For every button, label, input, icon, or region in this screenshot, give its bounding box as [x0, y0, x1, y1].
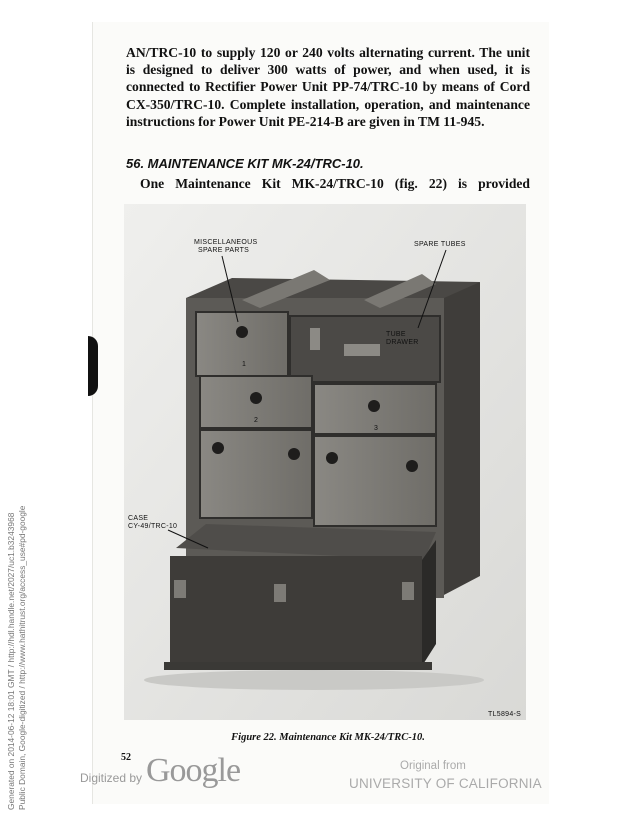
page-number: 52	[121, 752, 131, 763]
sidebar-stamp	[6, 506, 28, 810]
photo-code: TL5894-S	[488, 711, 522, 718]
scan-edge-mark	[88, 336, 98, 396]
section-first-line: One Maintenance Kit MK-24/TRC-10 (fig. 22) is provided	[140, 176, 530, 191]
label-spare-parts: SPARE PARTS	[198, 247, 250, 254]
sidebar-line-1: Generated on 2014-06-12 18:01 GMT / http://hdl.handle.net/2027/uc1.b3243968	[6, 512, 16, 810]
tube-drawer-label-1: TUBE	[386, 331, 406, 338]
original-from-text: Original from	[400, 760, 466, 772]
digitized-by-text: Digitized by	[80, 771, 143, 785]
label-case: CASE	[128, 515, 149, 522]
tube-drawer-label-2: DRAWER	[386, 339, 419, 346]
label-miscellaneous: MISCELLANEOUS	[194, 239, 258, 246]
drawer-number-1: 1	[242, 361, 247, 368]
google-logo: Google	[146, 752, 241, 789]
section-heading: 56. MAINTENANCE KIT MK-24/TRC-10.	[126, 156, 364, 171]
sidebar-line-2: Public Domain, Google-digitized / http://www.hathitrust.org/access_use#pd-google	[17, 505, 27, 810]
label-case-number: CY-49/TRC-10	[128, 523, 178, 530]
body-paragraph: AN/TRC-10 to supply 120 or 240 volts alternating current. The unit is designed to deliver 300 watts of power, and when used, it is connected to Rectifier Power Unit PP-74/TRC-10 by means of Cord CX-350/TRC-10. Complete installation, operation, and maintenance instructions for Power Unit PE-214-B are given in TM 11-945.	[126, 45, 530, 129]
label-spare-tubes: SPARE TUBES	[414, 241, 466, 248]
university-name: UNIVERSITY OF CALIFORNIA	[349, 776, 542, 791]
figure-photo	[124, 204, 526, 720]
drawer-number-2: 2	[254, 417, 259, 424]
figure-caption: Figure 22. Maintenance Kit MK-24/TRC-10.	[231, 732, 425, 743]
drawer-number-3: 3	[374, 425, 379, 432]
